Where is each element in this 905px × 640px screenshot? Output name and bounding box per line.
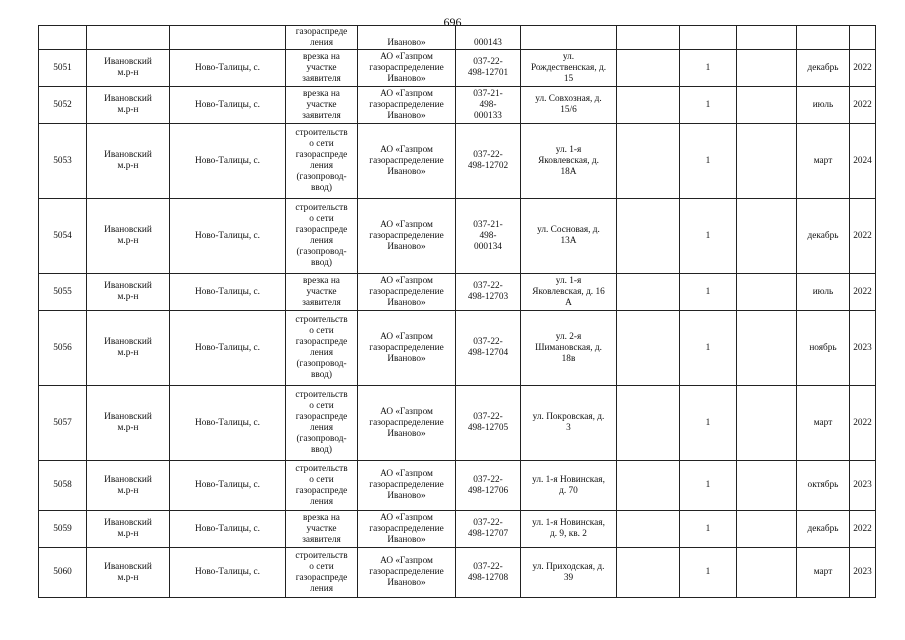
month-cell (797, 386, 850, 461)
quantity-cell (680, 386, 737, 461)
year-text: 2023 (853, 480, 872, 490)
organization-text: АО «Газпром газораспределение Иваново» (369, 275, 444, 308)
month-text: июль (812, 286, 834, 297)
locality-cell (170, 461, 286, 511)
district-text: Ивановский м.р-н (104, 281, 152, 302)
month-cell (797, 50, 850, 87)
year-cell (850, 199, 876, 274)
registry-code-cell (456, 50, 521, 87)
row-number-text: 5054 (53, 230, 72, 241)
empty-cell (737, 511, 797, 548)
row-number-text: 5057 (53, 417, 72, 428)
locality-cell (170, 274, 286, 311)
month-text: июль (812, 99, 834, 110)
row-number-cell (39, 386, 87, 461)
row-number-cell (39, 50, 87, 87)
table-row (39, 386, 876, 461)
organization-cell (358, 511, 456, 548)
address-text: ул. 1-я Новинская, д. 9, кв. 2 (532, 518, 605, 539)
quantity-cell (680, 124, 737, 199)
page-number: 696 (443, 15, 462, 29)
month-cell (797, 461, 850, 511)
empty-cell (737, 199, 797, 274)
month-text: декабрь (807, 523, 839, 534)
month-cell (797, 26, 850, 50)
row-number-text: 5051 (53, 62, 72, 73)
table-row (39, 511, 876, 548)
district-cell (87, 548, 170, 598)
work-type-cell (286, 124, 358, 199)
quantity-cell (680, 26, 737, 50)
quantity-text: 1 (705, 155, 711, 166)
work-type-cell (286, 461, 358, 511)
work-type-cell (286, 548, 358, 598)
work-type-text: врезка на участке заявителя (302, 88, 341, 121)
address-text: ул. Сосновая, д. 13А (537, 225, 600, 246)
district-text: Ивановский м.р-н (104, 57, 152, 78)
locality-cell (170, 511, 286, 548)
registry-body (39, 26, 876, 598)
table-row (39, 548, 876, 598)
organization-cell (358, 87, 456, 124)
month-text: март (813, 567, 833, 577)
empty-cell (737, 87, 797, 124)
month-cell (797, 87, 850, 124)
registry-code-cell (456, 311, 521, 386)
registry-code-cell (456, 124, 521, 199)
address-cell (521, 461, 617, 511)
district-text: Ивановский м.р-н (104, 518, 152, 539)
work-type-cell (286, 274, 358, 311)
empty-cell (737, 311, 797, 386)
year-text: 2023 (853, 567, 872, 577)
locality-cell (170, 50, 286, 87)
quantity-cell (680, 461, 737, 511)
empty-cell (617, 274, 680, 311)
address-cell (521, 511, 617, 548)
district-cell (87, 511, 170, 548)
work-type-text: строительств о сети газораспреде ления (газопровод- ввод) (295, 128, 348, 193)
district-cell (87, 386, 170, 461)
registry-code-cell (456, 461, 521, 511)
address-text: ул. 2-я Шимановская, д. 18в (535, 331, 602, 364)
row-number-cell (39, 26, 87, 50)
registry-code-text: 037-22- 498-12702 (467, 150, 509, 171)
district-text: Ивановский м.р-н (104, 225, 152, 246)
registry-code-text: 000143 (474, 38, 502, 48)
work-type-text: строительств о сети газораспреде ления (газопровод- ввод) (295, 315, 348, 380)
organization-text: АО «Газпром газораспределение Иваново» (369, 144, 444, 177)
year-cell (850, 461, 876, 511)
row-number-text: 5059 (53, 523, 72, 534)
registry-code-text: 037-22- 498-12705 (467, 412, 509, 433)
organization-cell (358, 274, 456, 311)
table-row (39, 311, 876, 386)
quantity-text: 1 (705, 230, 711, 241)
year-text: 2024 (853, 155, 872, 166)
table-row (39, 87, 876, 124)
table-row (39, 461, 876, 511)
year-cell (850, 386, 876, 461)
registry-code-text: 037-22- 498-12703 (467, 281, 509, 302)
registry-code-text: 037-22- 498-12708 (467, 561, 509, 583)
organization-cell (358, 199, 456, 274)
table-row (39, 199, 876, 274)
district-cell (87, 26, 170, 50)
work-type-cell (286, 386, 358, 461)
table-row (39, 274, 876, 311)
month-text: ноябрь (809, 342, 837, 353)
address-text: ул. 1-я Яковлевская, д. 18А (538, 144, 599, 177)
empty-cell (617, 50, 680, 87)
registry-code-cell (456, 87, 521, 124)
work-type-cell (286, 311, 358, 386)
locality-text: Ново-Талицы, с. (194, 567, 261, 577)
work-type-cell (286, 199, 358, 274)
quantity-text: 1 (705, 417, 711, 428)
district-cell (87, 311, 170, 386)
registry-code-text: 037-21- 498- 000133 (473, 88, 503, 121)
row-number-cell (39, 87, 87, 124)
row-number-cell (39, 461, 87, 511)
row-number-text: 5055 (53, 286, 72, 297)
quantity-text: 1 (705, 480, 711, 490)
month-text: март (813, 155, 833, 166)
row-number-text: 5058 (53, 480, 72, 490)
locality-text: Ново-Талицы, с. (194, 99, 261, 110)
work-type-text: врезка на участке заявителя (302, 275, 341, 308)
locality-text: Ново-Талицы, с. (194, 62, 261, 73)
quantity-text: 1 (705, 342, 711, 353)
locality-cell (170, 199, 286, 274)
organization-text: АО «Газпром газораспределение Иваново» (369, 512, 444, 545)
year-cell (850, 548, 876, 598)
year-cell (850, 26, 876, 50)
organization-cell (358, 386, 456, 461)
locality-cell (170, 87, 286, 124)
district-cell (87, 50, 170, 87)
table-row (39, 26, 876, 50)
address-text: ул. Приходская, д. 39 (532, 561, 605, 583)
organization-text: АО «Газпром газораспределение Иваново» (369, 51, 444, 84)
year-text: 2022 (853, 286, 872, 297)
locality-cell (170, 311, 286, 386)
locality-text: Ново-Талицы, с. (194, 230, 261, 241)
district-text: Ивановский м.р-н (104, 412, 152, 433)
locality-text: Ново-Талицы, с. (194, 523, 261, 534)
quantity-cell (680, 50, 737, 87)
quantity-cell (680, 199, 737, 274)
work-type-text: газораспреде ления (295, 27, 348, 48)
work-type-text: строительств о сети газораспреде ления (295, 550, 348, 594)
work-type-text: строительств о сети газораспреде ления (газопровод- ввод) (295, 203, 348, 268)
address-text: ул. 1-я Новинская, д. 70 (532, 474, 605, 496)
organization-text: АО «Газпром газораспределение Иваново» (369, 219, 444, 252)
row-number-cell (39, 548, 87, 598)
address-cell (521, 548, 617, 598)
row-number-cell (39, 124, 87, 199)
district-cell (87, 87, 170, 124)
empty-cell (617, 548, 680, 598)
month-cell (797, 124, 850, 199)
organization-cell (358, 124, 456, 199)
year-cell (850, 50, 876, 87)
registry-code-cell (456, 386, 521, 461)
empty-cell (617, 124, 680, 199)
quantity-text: 1 (705, 567, 711, 577)
organization-cell (358, 50, 456, 87)
organization-text: АО «Газпром газораспределение Иваново» (369, 406, 444, 439)
district-text: Ивановский м.р-н (104, 94, 152, 115)
year-cell (850, 87, 876, 124)
district-text: Ивановский м.р-н (104, 474, 152, 496)
quantity-cell (680, 87, 737, 124)
district-cell (87, 124, 170, 199)
year-text: 2023 (853, 342, 872, 353)
registry-code-cell (456, 26, 521, 50)
address-cell (521, 311, 617, 386)
organization-text: АО «Газпром газораспределение Иваново» (369, 556, 444, 588)
registry-code-cell (456, 511, 521, 548)
row-number-cell (39, 199, 87, 274)
empty-cell (737, 548, 797, 598)
table-row (39, 50, 876, 87)
address-cell (521, 199, 617, 274)
locality-text: Ново-Талицы, с. (194, 155, 261, 166)
quantity-text: 1 (705, 286, 711, 297)
row-number-cell (39, 311, 87, 386)
district-text: Ивановский м.р-н (104, 150, 152, 171)
month-cell (797, 274, 850, 311)
work-type-cell (286, 26, 358, 50)
address-cell (521, 50, 617, 87)
organization-cell (358, 311, 456, 386)
empty-cell (617, 26, 680, 50)
quantity-cell (680, 548, 737, 598)
quantity-text: 1 (705, 523, 711, 534)
year-cell (850, 511, 876, 548)
registry-code-text: 037-22- 498-12704 (467, 337, 509, 358)
quantity-text: 1 (705, 62, 711, 73)
locality-cell (170, 548, 286, 598)
empty-cell (737, 461, 797, 511)
row-number-cell (39, 511, 87, 548)
registry-code-text: 037-21- 498- 000134 (473, 219, 503, 252)
empty-cell (737, 26, 797, 50)
table-row (39, 124, 876, 199)
year-text: 2022 (853, 62, 872, 73)
year-text: 2022 (853, 99, 872, 110)
address-text: ул. Совхозная, д. 15/6 (535, 94, 602, 115)
row-number-text: 5053 (53, 155, 72, 166)
district-cell (87, 461, 170, 511)
empty-cell (737, 50, 797, 87)
month-text: декабрь (807, 62, 839, 73)
row-number-cell (39, 274, 87, 311)
empty-cell (617, 311, 680, 386)
locality-cell (170, 124, 286, 199)
registry-code-text: 037-22- 498-12706 (467, 474, 509, 496)
work-type-cell (286, 50, 358, 87)
month-cell (797, 548, 850, 598)
work-type-cell (286, 511, 358, 548)
month-cell (797, 311, 850, 386)
address-text: ул. Рождественская, д. 15 (530, 51, 607, 84)
address-cell (521, 386, 617, 461)
address-text: ул. Покровская, д. 3 (532, 412, 605, 433)
work-type-text: врезка на участке заявителя (302, 512, 341, 545)
locality-cell (170, 26, 286, 50)
registry-code-cell (456, 548, 521, 598)
registry-code-text: 037-22- 498-12701 (467, 57, 509, 78)
organization-cell (358, 548, 456, 598)
district-text: Ивановский м.р-н (104, 561, 152, 583)
registry-code-cell (456, 199, 521, 274)
year-cell (850, 311, 876, 386)
empty-cell (737, 124, 797, 199)
locality-text: Ново-Талицы, с. (194, 342, 261, 353)
month-text: октябрь (807, 480, 839, 490)
locality-text: Ново-Талицы, с. (194, 417, 261, 428)
district-cell (87, 199, 170, 274)
registry-code-text: 037-22- 498-12707 (467, 518, 509, 539)
organization-text: Иваново» (387, 38, 426, 48)
registry-code-cell (456, 274, 521, 311)
address-cell (521, 274, 617, 311)
work-type-cell (286, 87, 358, 124)
year-text: 2022 (853, 230, 872, 241)
empty-cell (617, 199, 680, 274)
quantity-text: 1 (705, 99, 711, 110)
quantity-cell (680, 511, 737, 548)
empty-cell (617, 461, 680, 511)
locality-cell (170, 386, 286, 461)
organization-text: АО «Газпром газораспределение Иваново» (369, 331, 444, 364)
work-type-text: врезка на участке заявителя (302, 51, 341, 84)
empty-cell (617, 87, 680, 124)
organization-cell (358, 26, 456, 50)
locality-text: Ново-Талицы, с. (194, 286, 261, 297)
month-text: декабрь (807, 230, 839, 241)
month-cell (797, 199, 850, 274)
work-type-text: строительств о сети газораспреде ления (295, 463, 348, 507)
row-number-text: 5052 (53, 99, 72, 110)
quantity-cell (680, 311, 737, 386)
address-cell (521, 87, 617, 124)
address-text: ул. 1-я Яковлевская, д. 16 А (532, 275, 605, 308)
empty-cell (617, 386, 680, 461)
year-text: 2022 (853, 417, 872, 428)
work-type-text: строительств о сети газораспреде ления (газопровод- ввод) (295, 390, 348, 455)
address-cell (521, 124, 617, 199)
month-text: март (813, 417, 833, 428)
gas-connection-registry-table (38, 25, 876, 598)
organization-cell (358, 461, 456, 511)
row-number-text: 5056 (53, 342, 72, 353)
year-text: 2022 (853, 523, 872, 534)
month-cell (797, 511, 850, 548)
year-cell (850, 124, 876, 199)
quantity-cell (680, 274, 737, 311)
empty-cell (617, 511, 680, 548)
organization-text: АО «Газпром газораспределение Иваново» (369, 469, 444, 501)
locality-text: Ново-Талицы, с. (194, 480, 261, 490)
address-cell (521, 26, 617, 50)
year-cell (850, 274, 876, 311)
empty-cell (737, 386, 797, 461)
district-text: Ивановский м.р-н (104, 337, 152, 358)
empty-cell (737, 274, 797, 311)
organization-text: АО «Газпром газораспределение Иваново» (369, 88, 444, 121)
district-cell (87, 274, 170, 311)
row-number-text: 5060 (53, 567, 72, 577)
